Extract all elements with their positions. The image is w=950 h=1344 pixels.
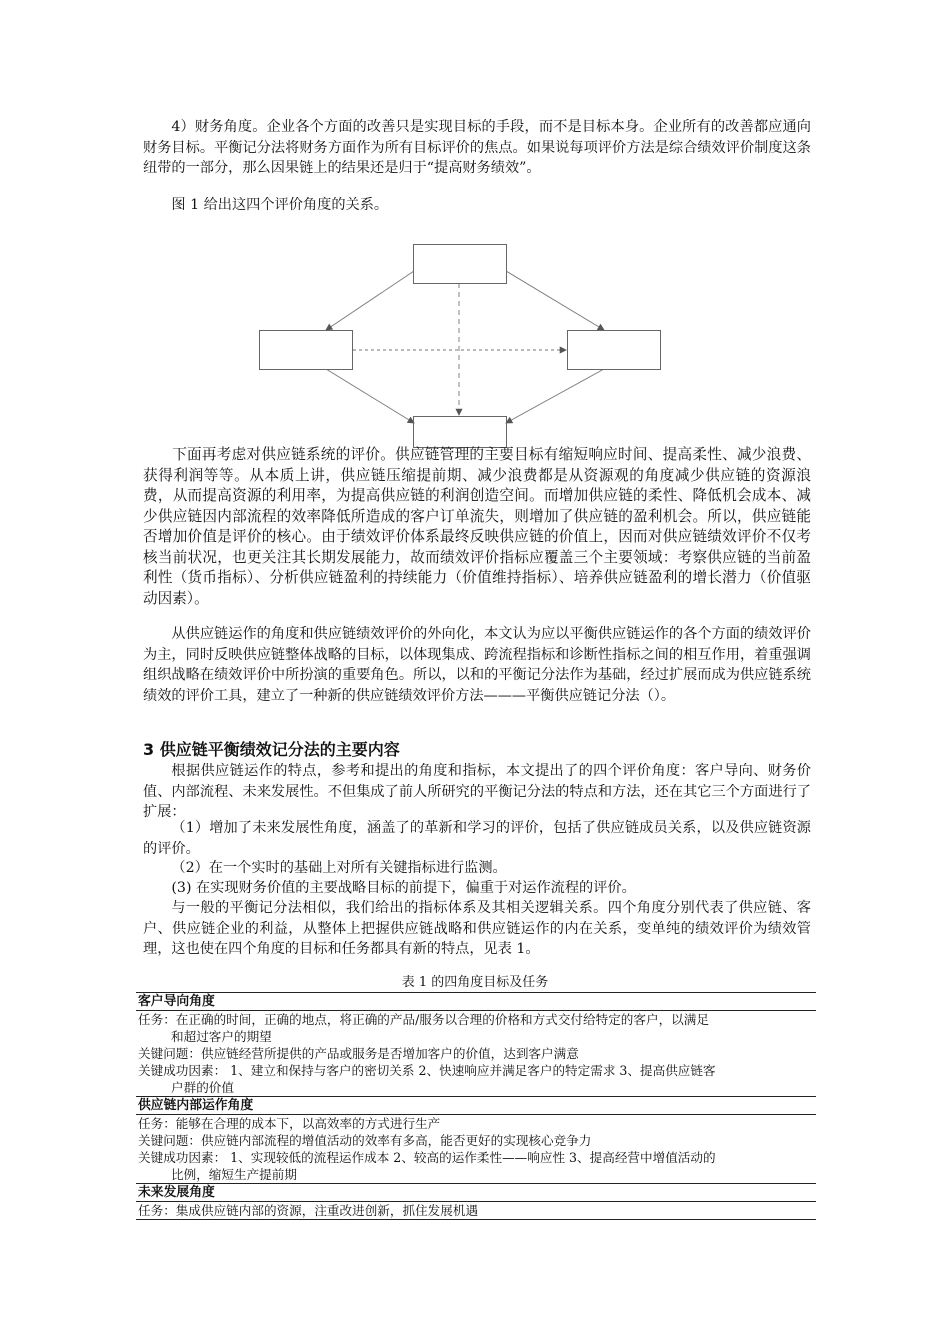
paragraph-indicator-system: 与一般的平衡记分法相似，我们给出的指标体系及其相关逻辑关系。四个角度分别代表了供应链、客户、供应链企业的利益，从整体上把握供应链战略和供应链运作的内在关系，变单纯的绩效评价为绩效管理，这也使在四个角度的目标和任务都具有新的特点，见表 1。: [143, 900, 811, 957]
table-caption: 表 1 的四角度目标及任务: [401, 975, 549, 990]
paragraph-four-perspectives: 根据供应链运作的特点，参考和提出的角度和指标，本文提出了的四个评价角度：客户导向、财务价值、内部流程、未来发展性。不但集成了前人所研究的平衡记分法的特点和方法，还在其它三个方面进行了扩展：: [143, 763, 811, 820]
perspectives-table: [136, 992, 816, 1220]
section-title-customer: 客户导向角度: [136, 993, 816, 1011]
table-bottom-rule: [136, 1219, 816, 1220]
diagram-box-top: [413, 244, 507, 284]
table-section-customer: [136, 992, 816, 1096]
diagram-box-left: [259, 330, 353, 370]
section-title-internal: 供应链内部运作角度: [136, 1097, 816, 1115]
paragraph-extension-3: (3) 在实现财务价值的主要战略目标的前提下，偏重于对运作流程的评价。: [171, 880, 636, 896]
paragraph-figure-intro: 图 1 给出这四个评价角度的关系。: [171, 197, 389, 213]
paragraph-supply-chain-evaluation: 下面再考虑对供应链系统的评价。供应链管理的主要目标有缩短响应时间、提高柔性、减少浪费、获得利润等等。从本质上讲，供应链压缩提前期、减少浪费都是从资源观的角度减少供应链的资源浪费，从而提高资源的利用率，为提高供应链的利润创造空间。而增加供应链的柔性、降低机会成本、减少供应链因内部流程的效率降低所造成的客户订单流失，则增加了供应链的盈利机会。所以，供应链能否增加价值是评价的核心。由于绩效评价体系最终反映供应链的价值上，因而对供应链绩效评价不仅考核当前状况，也更关注其长期发展能力，故而绩效评价指标应覆盖三个主要领域：考察供应链的当前盈利性（货币指标）、分析供应链盈利的持续能力（价值维持指标）、培养供应链盈利的增长潜力（价值驱动因素）。: [143, 446, 811, 607]
section-heading: 3 供应链平衡绩效记分法的主要内容: [143, 740, 400, 759]
table-row-task: [136, 1011, 816, 1045]
table-section-internal: [136, 1096, 816, 1183]
factors-text-continued: 户群的价值: [171, 1080, 234, 1095]
four-perspectives-diagram: [0, 0, 950, 460]
diagram-box-bottom: [413, 416, 507, 448]
paragraph-financial-perspective: 4）财务角度。企业各个方面的改善只是实现目标的手段，而不是目标本身。企业所有的改善都应通向财务目标。平衡记分法将财务方面作为所有目标评价的焦点。如果说每项评价方法是综合绩效评价制度这条纽带的一部分，那么因果链上的结果还是归于“提高财务绩效”。: [143, 119, 811, 176]
table-section-future: [136, 1183, 816, 1219]
paragraph-extension-2: （2）在一个实时的基础上对所有关键指标进行监测。: [171, 860, 507, 876]
diagram-connectors: [326, 271, 604, 423]
table-row-factors: [136, 1149, 816, 1183]
arrow-bottom-left: [326, 369, 414, 423]
factors-text-continued: 比例，缩短生产提前期: [171, 1167, 297, 1182]
factors-text: 关键成功因素： 1、实现较低的流程运作成本 2、较高的运作柔性——响应性 3、提高经营中增值活动的: [138, 1150, 716, 1165]
task-text: 任务：在正确的时间，正确的地点，将正确的产品/服务以合理的价格和方式交付给特定的客户，以满足: [138, 1012, 709, 1027]
diagram-box-right: [567, 330, 661, 370]
table-row-task: 任务：集成供应链内部的资源，注重改进创新，抓住发展机遇: [138, 1203, 479, 1218]
arrow-bottom-right: [506, 369, 604, 423]
factors-text: 关键成功因素： 1、建立和保持与客户的密切关系 2、快速响应并满足客户的特定需求 3、提高供应链客: [138, 1063, 716, 1078]
arrow-top-right: [506, 271, 604, 330]
paragraph-balanced-scorecard-basis: 从供应链运作的角度和供应链绩效评价的外向化，本文认为应以平衡供应链运作的各个方面的绩效评价为主，同时反映供应链整体战略的目标，以体现集成、跨流程指标和诊断性指标之间的相互作用，着重强调组织战略在绩效评价中所扮演的重要角色。所以，以和的平衡记分法作为基础，经过扩展而成为供应链系统绩效的评价工具，建立了一种新的供应链绩效评价方法———平衡供应链记分法（）。: [143, 626, 811, 704]
paragraph-extension-1: （1）增加了未来发展性角度，涵盖了的革新和学习的评价，包括了供应链成员关系，以及供应链资源的评价。: [143, 820, 811, 857]
section-title-future: 未来发展角度: [136, 1184, 816, 1202]
task-text-continued: 和超过客户的期望: [171, 1029, 272, 1044]
table-row-issue: 关键问题：供应链经营所提供的产品或服务是否增加客户的价值，达到客户满意: [138, 1046, 579, 1061]
table-row-factors: [136, 1062, 816, 1096]
arrow-top-left: [326, 271, 414, 330]
table-row-issue: 关键问题：供应链内部流程的增值活动的效率有多高，能否更好的实现核心竞争力: [138, 1133, 592, 1148]
table-row-task: 任务：能够在合理的成本下，以高效率的方式进行生产: [138, 1116, 441, 1131]
